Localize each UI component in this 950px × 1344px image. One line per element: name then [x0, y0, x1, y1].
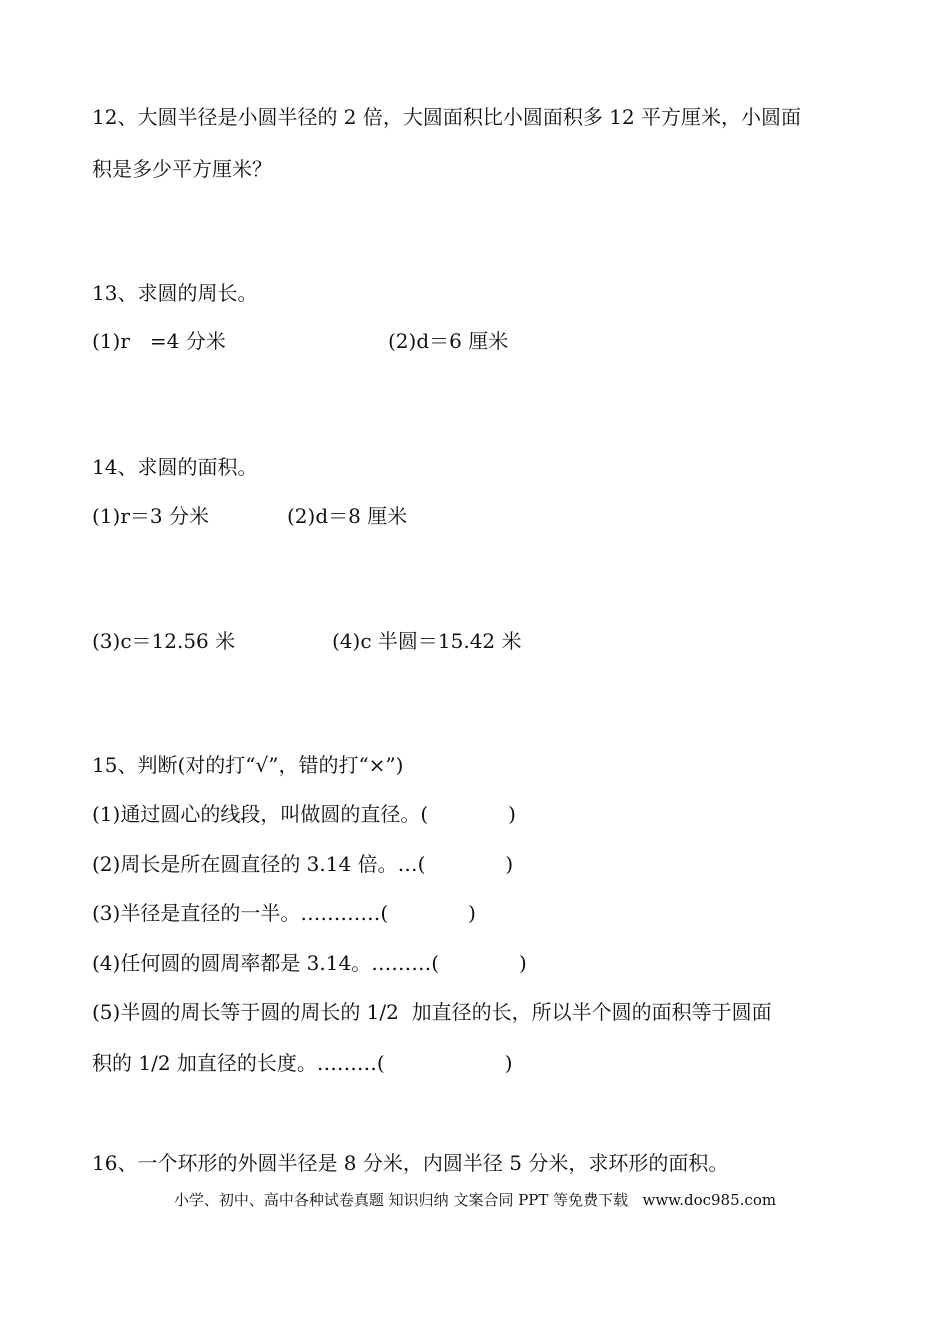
question-15-item-4: (4)任何圆的圆周率都是 3.14。………( ) [92, 951, 527, 975]
question-15-item-5-line-1: (5)半圆的周长等于圆的周长的 1/2 加直径的长，所以半个圆的面积等于圆面 [92, 1000, 772, 1024]
question-12-line-1: 12、大圆半径是小圆半径的 2 倍，大圆面积比小圆面积多 12 平方厘米，小圆面 [92, 105, 802, 129]
question-16-title: 16、一个环形的外圆半径是 8 分米，内圆半径 5 分米，求环形的面积。 [92, 1151, 729, 1175]
question-15-title: 15、判断(对的打“√”，错的打“×”) [92, 753, 404, 777]
question-14-title: 14、求圆的面积。 [92, 455, 258, 479]
page-footer: 小学、初中、高中各种试卷真题 知识归纳 文案合同 PPT 等免费下载 www.doc985.com [173, 1191, 777, 1209]
question-13-item-1: (1)r =4 分米 [92, 329, 226, 353]
question-15-item-1: (1)通过圆心的线段，叫做圆的直径。( ) [92, 802, 516, 826]
question-14-item-4: (4)c 半圆＝15.42 米 [332, 629, 522, 653]
question-13-item-2: (2)d＝6 厘米 [388, 329, 509, 353]
question-15-item-2: (2)周长是所在圆直径的 3.14 倍。…( ) [92, 852, 514, 876]
question-12-line-2: 积是多少平方厘米？ [92, 157, 272, 181]
question-15-item-5-line-2: 积的 1/2 加直径的长度。………( ) [92, 1051, 513, 1075]
question-14-item-2: (2)d＝8 厘米 [287, 504, 408, 528]
question-14-item-1: (1)r＝3 分米 [92, 504, 209, 528]
question-14-item-3: (3)c＝12.56 米 [92, 629, 236, 653]
question-13-title: 13、求圆的周长。 [92, 281, 258, 305]
question-15-item-3: (3)半径是直径的一半。…………( ) [92, 901, 476, 925]
